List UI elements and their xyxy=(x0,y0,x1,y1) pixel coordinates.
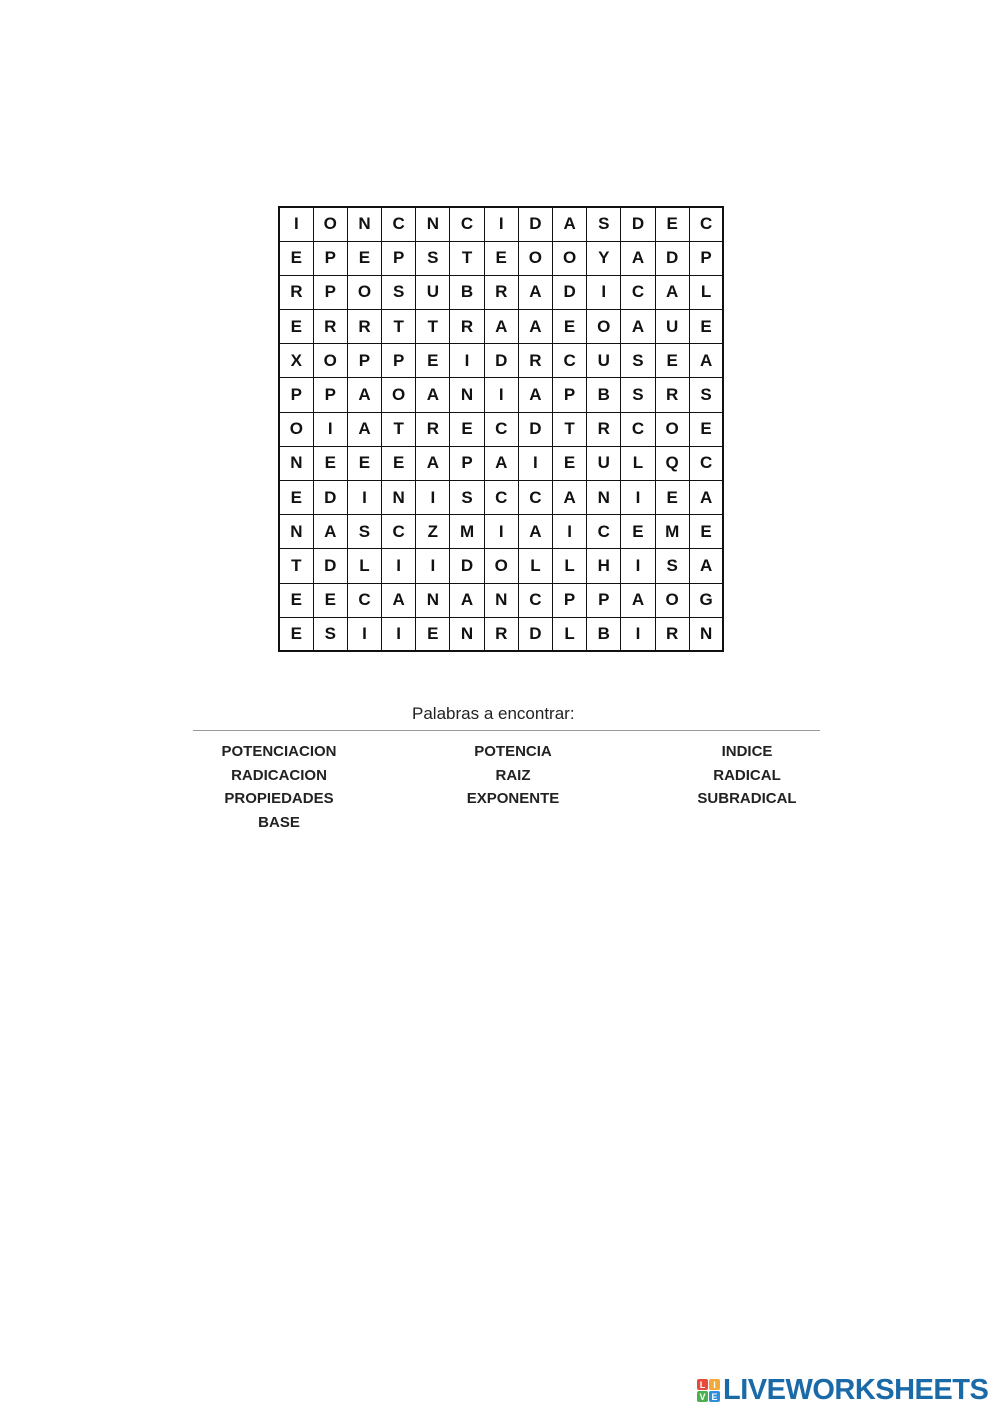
grid-cell[interactable]: L xyxy=(347,549,381,583)
word-item: POTENCIACION xyxy=(221,743,337,760)
grid-cell[interactable]: C xyxy=(347,583,381,617)
grid-cell[interactable]: A xyxy=(382,583,416,617)
grid-cell[interactable]: I xyxy=(553,515,587,549)
grid-cell[interactable]: E xyxy=(279,241,313,275)
grid-cell[interactable]: A xyxy=(484,310,518,344)
grid-cell[interactable]: E xyxy=(484,241,518,275)
grid-cell[interactable]: A xyxy=(347,378,381,412)
grid-cell[interactable]: O xyxy=(553,241,587,275)
grid-cell[interactable]: S xyxy=(621,378,655,412)
grid-cell[interactable]: N xyxy=(347,207,381,241)
grid-cell[interactable]: L xyxy=(553,617,587,651)
grid-cell[interactable]: P xyxy=(347,344,381,378)
grid-row xyxy=(279,241,723,275)
grid-cell[interactable]: D xyxy=(518,617,552,651)
grid-cell[interactable]: E xyxy=(689,515,723,549)
grid-cell[interactable]: C xyxy=(484,481,518,515)
brand-text: LIVEWORKSHEETS xyxy=(723,1374,989,1406)
grid-cell[interactable]: M xyxy=(450,515,484,549)
grid-cell[interactable]: A xyxy=(518,515,552,549)
grid-cell[interactable]: I xyxy=(347,481,381,515)
grid-cell[interactable]: N xyxy=(416,207,450,241)
grid-cell[interactable]: S xyxy=(587,207,621,241)
grid-row xyxy=(279,310,723,344)
grid-cell[interactable]: R xyxy=(279,275,313,309)
grid-cell[interactable]: P xyxy=(450,446,484,480)
grid-cell[interactable]: A xyxy=(518,275,552,309)
word-item: RAIZ xyxy=(495,766,531,784)
grid-cell[interactable]: L xyxy=(553,549,587,583)
grid-cell[interactable]: Y xyxy=(587,241,621,275)
grid-cell[interactable]: D xyxy=(553,275,587,309)
grid-cell[interactable]: D xyxy=(518,207,552,241)
grid-row xyxy=(279,549,723,583)
grid-cell[interactable]: D xyxy=(313,549,347,583)
grid-cell[interactable]: T xyxy=(416,310,450,344)
grid-cell[interactable]: A xyxy=(484,446,518,480)
grid-cell[interactable]: G xyxy=(689,583,723,617)
grid-cell[interactable]: X xyxy=(279,344,313,378)
grid-cell[interactable]: E xyxy=(313,583,347,617)
grid-cell[interactable]: N xyxy=(689,617,723,651)
grid-cell[interactable]: I xyxy=(416,481,450,515)
word-item: POTENCIA xyxy=(474,743,552,760)
grid-cell[interactable]: R xyxy=(450,310,484,344)
grid-cell[interactable]: C xyxy=(689,446,723,480)
grid-cell[interactable]: I xyxy=(621,617,655,651)
grid-cell[interactable]: I xyxy=(313,412,347,446)
grid-cell[interactable]: R xyxy=(655,617,689,651)
grid-cell[interactable]: E xyxy=(450,412,484,446)
brand-logo-icon xyxy=(697,1379,720,1402)
grid-cell[interactable]: A xyxy=(518,378,552,412)
grid-cell[interactable]: E xyxy=(655,207,689,241)
grid-cell[interactable]: E xyxy=(416,344,450,378)
grid-cell[interactable]: D xyxy=(313,481,347,515)
grid-cell[interactable]: U xyxy=(587,446,621,480)
grid-cell[interactable]: R xyxy=(587,412,621,446)
grid-cell[interactable]: L xyxy=(689,275,723,309)
grid-cell[interactable]: E xyxy=(347,446,381,480)
grid-cell[interactable]: A xyxy=(689,344,723,378)
grid-cell[interactable]: O xyxy=(279,412,313,446)
grid-cell[interactable]: I xyxy=(621,481,655,515)
grid-cell[interactable]: R xyxy=(484,275,518,309)
grid-cell[interactable]: D xyxy=(484,344,518,378)
grid-cell[interactable]: S xyxy=(655,549,689,583)
grid-cell[interactable]: S xyxy=(621,344,655,378)
grid-cell[interactable]: A xyxy=(313,515,347,549)
grid-cell[interactable]: A xyxy=(416,378,450,412)
grid-row xyxy=(279,275,723,309)
grid-cell[interactable]: P xyxy=(313,275,347,309)
grid-cell[interactable]: N xyxy=(450,617,484,651)
grid-row xyxy=(279,515,723,549)
grid-cell[interactable]: L xyxy=(518,549,552,583)
grid-cell[interactable]: A xyxy=(621,310,655,344)
grid-cell[interactable]: O xyxy=(518,241,552,275)
grid-cell[interactable]: T xyxy=(450,241,484,275)
grid-cell[interactable]: O xyxy=(484,549,518,583)
grid-cell[interactable]: D xyxy=(621,207,655,241)
grid-cell[interactable]: R xyxy=(313,310,347,344)
grid-cell[interactable]: E xyxy=(689,412,723,446)
word-list-column-3 xyxy=(647,740,847,811)
word-list-column-2 xyxy=(413,740,613,811)
grid-cell[interactable]: R xyxy=(518,344,552,378)
grid-cell[interactable]: I xyxy=(587,275,621,309)
grid-cell[interactable]: R xyxy=(655,378,689,412)
grid-cell[interactable]: R xyxy=(416,412,450,446)
grid-cell[interactable]: E xyxy=(382,446,416,480)
grid-cell[interactable]: U xyxy=(416,275,450,309)
grid-cell[interactable]: P xyxy=(313,241,347,275)
grid-cell[interactable]: I xyxy=(450,344,484,378)
grid-cell[interactable]: A xyxy=(553,481,587,515)
word-search-grid xyxy=(278,206,724,652)
grid-cell[interactable]: C xyxy=(518,583,552,617)
grid-cell[interactable]: N xyxy=(279,515,313,549)
word-item: INDICE xyxy=(721,743,773,760)
grid-cell[interactable]: P xyxy=(382,241,416,275)
grid-cell[interactable]: O xyxy=(382,378,416,412)
grid-cell[interactable]: N xyxy=(484,583,518,617)
grid-cell[interactable]: S xyxy=(450,481,484,515)
grid-cell[interactable]: C xyxy=(689,207,723,241)
grid-cell[interactable]: D xyxy=(655,241,689,275)
grid-cell[interactable]: O xyxy=(655,583,689,617)
grid-cell[interactable]: I xyxy=(518,446,552,480)
grid-cell[interactable]: P xyxy=(382,344,416,378)
grid-cell[interactable]: T xyxy=(553,412,587,446)
grid-cell[interactable]: E xyxy=(279,310,313,344)
grid-cell[interactable]: U xyxy=(587,344,621,378)
grid-cell[interactable]: S xyxy=(313,617,347,651)
logo-letter: V xyxy=(697,1391,708,1402)
grid-cell[interactable]: E xyxy=(655,481,689,515)
grid-cell[interactable]: I xyxy=(416,549,450,583)
grid-row xyxy=(279,446,723,480)
logo-letter: E xyxy=(709,1391,720,1402)
word-list-column-1 xyxy=(179,740,379,834)
grid-cell[interactable]: C xyxy=(382,515,416,549)
grid-cell[interactable]: R xyxy=(347,310,381,344)
grid-cell[interactable]: S xyxy=(382,275,416,309)
grid-cell[interactable]: D xyxy=(450,549,484,583)
grid-cell[interactable]: O xyxy=(587,310,621,344)
grid-cell[interactable]: E xyxy=(279,583,313,617)
grid-cell[interactable]: N xyxy=(587,481,621,515)
grid-cell[interactable]: E xyxy=(553,310,587,344)
grid-cell[interactable]: I xyxy=(484,378,518,412)
grid-cell[interactable]: I xyxy=(382,549,416,583)
word-item: EXPONENTE xyxy=(466,790,560,807)
grid-cell[interactable]: E xyxy=(416,617,450,651)
grid-cell[interactable]: O xyxy=(347,275,381,309)
grid-cell[interactable]: S xyxy=(689,378,723,412)
grid-cell[interactable]: P xyxy=(689,241,723,275)
grid-cell[interactable]: E xyxy=(313,446,347,480)
grid-cell[interactable]: A xyxy=(553,207,587,241)
grid-cell[interactable]: N xyxy=(382,481,416,515)
words-title: Palabras a encontrar: xyxy=(412,704,575,723)
grid-cell[interactable]: I xyxy=(347,617,381,651)
grid-cell[interactable]: E xyxy=(347,241,381,275)
grid-row xyxy=(279,378,723,412)
grid-cell[interactable]: B xyxy=(587,617,621,651)
grid-cell[interactable]: A xyxy=(347,412,381,446)
grid-cell[interactable]: T xyxy=(279,549,313,583)
grid-cell[interactable]: I xyxy=(621,549,655,583)
grid-cell[interactable]: O xyxy=(655,412,689,446)
grid-cell[interactable]: A xyxy=(621,583,655,617)
word-item: RADICACION xyxy=(231,766,327,784)
logo-letter: L xyxy=(697,1379,708,1390)
grid-cell[interactable]: C xyxy=(382,207,416,241)
word-item: BASE xyxy=(258,813,300,831)
grid-cell[interactable]: I xyxy=(484,515,518,549)
grid-cell[interactable]: C xyxy=(587,515,621,549)
grid-cell[interactable]: A xyxy=(689,481,723,515)
grid-row xyxy=(279,481,723,515)
grid-cell[interactable]: C xyxy=(518,481,552,515)
grid-cell[interactable]: P xyxy=(553,378,587,412)
word-item: PROPIEDADES xyxy=(224,790,334,807)
grid-cell[interactable]: N xyxy=(450,378,484,412)
grid-cell[interactable]: M xyxy=(655,515,689,549)
grid-cell[interactable]: E xyxy=(279,617,313,651)
grid-cell[interactable]: P xyxy=(587,583,621,617)
grid-cell[interactable]: H xyxy=(587,549,621,583)
grid-cell[interactable]: A xyxy=(621,241,655,275)
grid-row xyxy=(279,617,723,651)
liveworksheets-logo[interactable] xyxy=(697,1374,988,1407)
grid-cell[interactable]: I xyxy=(484,207,518,241)
grid-cell[interactable]: A xyxy=(518,310,552,344)
grid-cell[interactable]: P xyxy=(313,378,347,412)
grid-cell[interactable]: O xyxy=(313,344,347,378)
grid-cell[interactable]: D xyxy=(518,412,552,446)
grid-cell[interactable]: E xyxy=(621,515,655,549)
word-item: SUBRADICAL xyxy=(697,790,797,807)
grid-cell[interactable]: C xyxy=(450,207,484,241)
grid-cell[interactable]: R xyxy=(484,617,518,651)
grid-cell[interactable]: T xyxy=(382,412,416,446)
grid-row xyxy=(279,207,723,241)
grid-row xyxy=(279,412,723,446)
grid-cell[interactable]: A xyxy=(416,446,450,480)
grid-cell[interactable]: L xyxy=(621,446,655,480)
grid-cell[interactable]: P xyxy=(553,583,587,617)
grid-cell[interactable]: I xyxy=(279,207,313,241)
logo-letter: I xyxy=(709,1379,720,1390)
grid-cell[interactable]: S xyxy=(347,515,381,549)
grid-cell[interactable]: P xyxy=(279,378,313,412)
grid-cell[interactable]: U xyxy=(655,310,689,344)
grid-cell[interactable]: B xyxy=(450,275,484,309)
grid-cell[interactable]: N xyxy=(416,583,450,617)
grid-cell[interactable]: C xyxy=(621,275,655,309)
grid-cell[interactable]: S xyxy=(416,241,450,275)
divider xyxy=(193,730,820,731)
grid-cell[interactable]: A xyxy=(689,549,723,583)
grid-row xyxy=(279,344,723,378)
grid-cell[interactable]: O xyxy=(313,207,347,241)
grid-cell[interactable]: N xyxy=(279,446,313,480)
grid-cell[interactable]: E xyxy=(655,344,689,378)
grid-row xyxy=(279,583,723,617)
grid-cell[interactable]: B xyxy=(587,378,621,412)
word-item: RADICAL xyxy=(713,766,781,784)
grid-cell[interactable]: C xyxy=(621,412,655,446)
grid-cell[interactable]: E xyxy=(279,481,313,515)
grid-cell[interactable]: A xyxy=(655,275,689,309)
grid-cell[interactable]: Q xyxy=(655,446,689,480)
grid-cell[interactable]: C xyxy=(484,412,518,446)
grid-cell[interactable]: E xyxy=(553,446,587,480)
grid-cell[interactable]: Z xyxy=(416,515,450,549)
grid-cell[interactable]: E xyxy=(689,310,723,344)
grid-cell[interactable]: A xyxy=(450,583,484,617)
grid-cell[interactable]: I xyxy=(382,617,416,651)
grid-cell[interactable]: C xyxy=(553,344,587,378)
grid-cell[interactable]: T xyxy=(382,310,416,344)
